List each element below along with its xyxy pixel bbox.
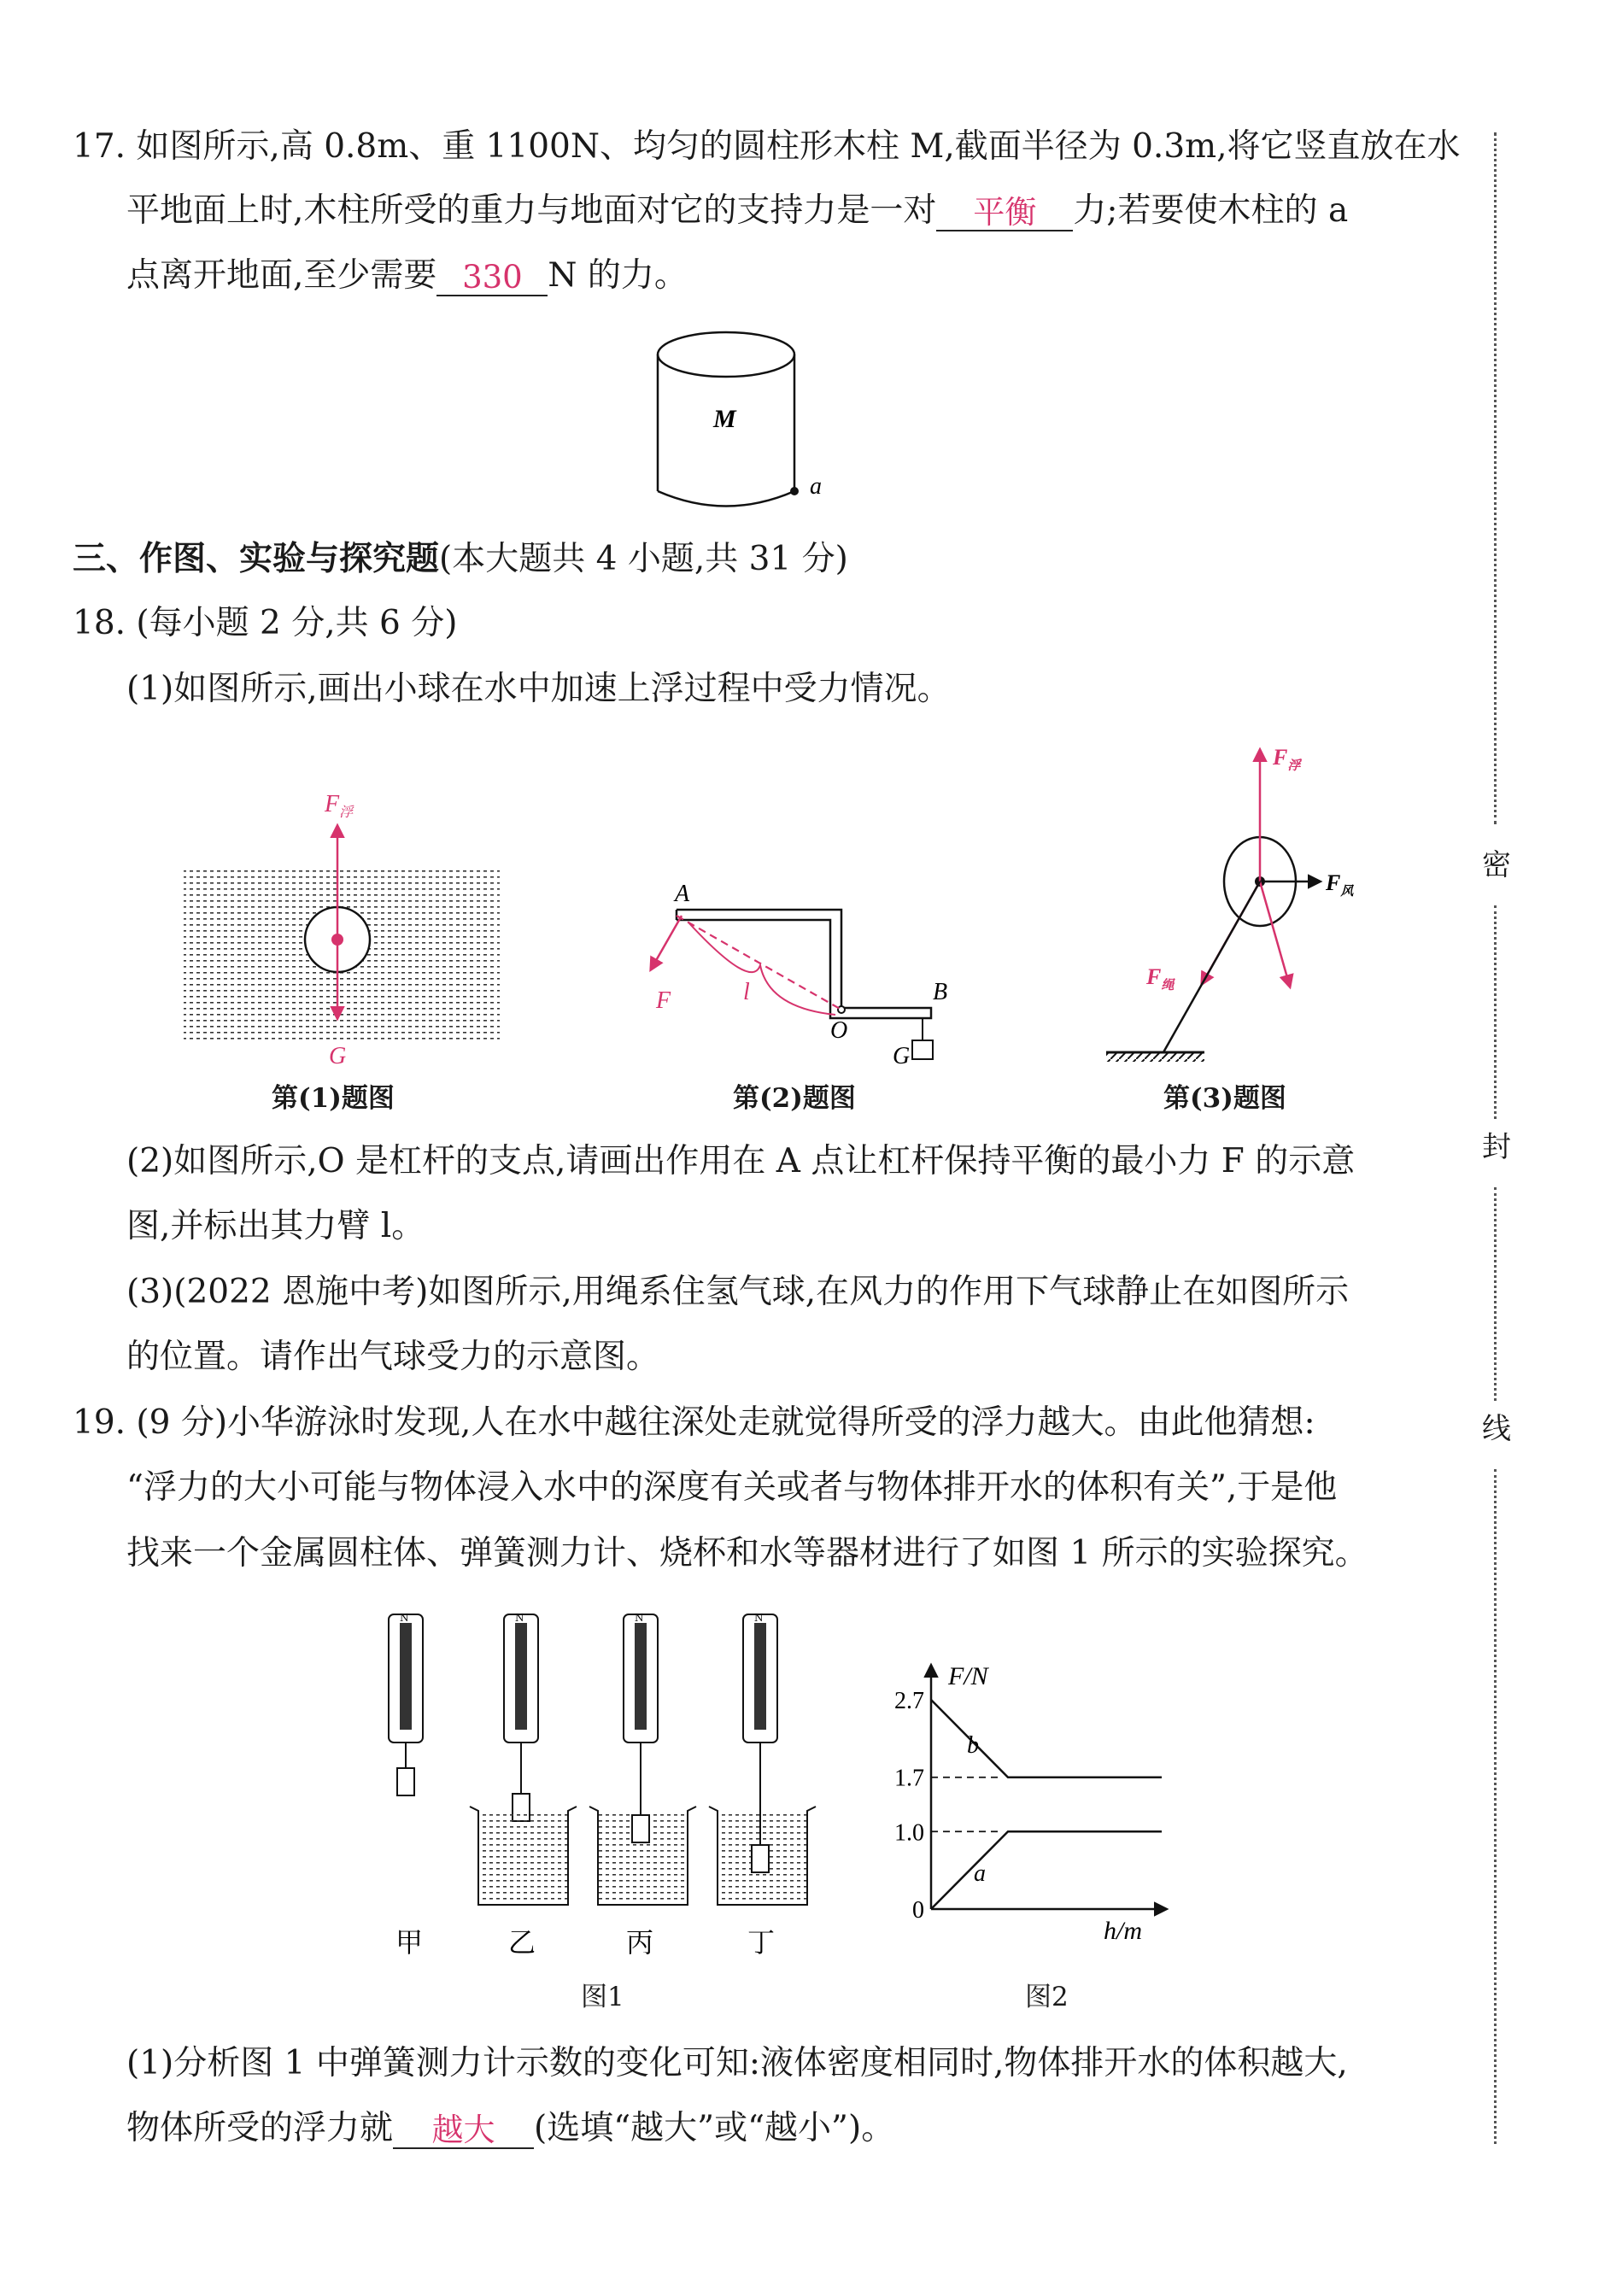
label-F-float: $F_浮$ bbox=[325, 791, 354, 820]
arm-brace bbox=[688, 922, 835, 1015]
q18-p3-line2: 的位置。请作出气球受力的示意图。 bbox=[126, 1338, 660, 1376]
seal-char-xian: 线 bbox=[1482, 1412, 1511, 1446]
q18-fig1 bbox=[175, 773, 517, 1081]
seal-dotted-line-3 bbox=[1494, 1187, 1497, 1401]
q19-fig2-chart bbox=[871, 1649, 1196, 1965]
section3-note: (本大题共 4 小题,共 31 分) bbox=[439, 540, 848, 578]
q18-p2-line2: 图,并标出其力臂 l。 bbox=[126, 1207, 425, 1245]
q19-answer: 越大 bbox=[431, 2112, 495, 2148]
scale-bing bbox=[589, 1612, 696, 1905]
label-a: a bbox=[810, 473, 822, 500]
label-M: M bbox=[713, 405, 736, 433]
q17-line3 bbox=[126, 255, 688, 296]
label-B: B bbox=[933, 979, 948, 1005]
label-ding: 丁 bbox=[747, 1926, 776, 1959]
section3-heading bbox=[73, 538, 848, 580]
q18-fig3 bbox=[1093, 735, 1401, 1076]
q17-line2 bbox=[126, 190, 1348, 231]
q18-header: 18. (每小题 2 分,共 6 分) bbox=[73, 604, 458, 642]
lever-frame bbox=[677, 910, 931, 1018]
seal-char-feng: 封 bbox=[1482, 1130, 1511, 1164]
y-tick-1.0: 1.0 bbox=[894, 1819, 924, 1847]
q17-blank1[interactable] bbox=[936, 192, 1073, 231]
q19-line3: 找来一个金属圆柱体、弹簧测力计、烧杯和水等器材进行了如图 1 所示的实验探究。 bbox=[126, 1534, 1368, 1573]
q18-p3-line1: (3)(2022 恩施中考)如图所示,用绳系住氢气球,在风力的作用下气球静止在如图所示 bbox=[126, 1273, 1350, 1311]
scale-yi bbox=[470, 1612, 577, 1905]
q17-line2-text-b: 力;若要使木柱的 a bbox=[1073, 191, 1349, 230]
cylinder-bottom bbox=[658, 491, 794, 507]
q19-fig2-caption: 图2 bbox=[1025, 1982, 1069, 2012]
q19-p1-line2 bbox=[126, 2108, 894, 2149]
weight-box bbox=[912, 1040, 933, 1059]
q18-fig3-caption: 第(3)题图 bbox=[1163, 1083, 1286, 1114]
curve-a bbox=[931, 1831, 1162, 1909]
curve-a-label: a bbox=[974, 1860, 986, 1887]
label-O: O bbox=[830, 1017, 848, 1044]
label-jia: 甲 bbox=[395, 1926, 424, 1959]
label-F-rope: $F_绳$ bbox=[1146, 964, 1175, 993]
curve-b-label: b bbox=[967, 1732, 979, 1759]
lever-arm-dashed bbox=[677, 916, 841, 1010]
q17-answer1: 平衡 bbox=[973, 194, 1037, 231]
q18-fig1-caption: 第(1)题图 bbox=[272, 1083, 395, 1114]
label-F: F bbox=[656, 987, 671, 1014]
cylinder-top bbox=[658, 332, 794, 377]
q17-line3-text-b: N 的力。 bbox=[548, 256, 688, 295]
label-G2: G bbox=[893, 1043, 911, 1069]
scale-ding bbox=[709, 1612, 816, 1905]
label-F-wind: $F_风$ bbox=[1326, 870, 1354, 899]
svg-text:N: N bbox=[515, 1612, 524, 1624]
seal-char-mi: 密 bbox=[1482, 848, 1511, 882]
label-l: l bbox=[743, 979, 750, 1005]
svg-text:N: N bbox=[635, 1612, 644, 1624]
label-yi: 乙 bbox=[508, 1926, 536, 1959]
q19-blank[interactable] bbox=[393, 2110, 534, 2149]
q17-blank2[interactable] bbox=[436, 257, 548, 296]
x-axis-label: h/m bbox=[1104, 1917, 1142, 1945]
q17-answer2: 330 bbox=[462, 259, 523, 296]
q19-fig1-caption: 图1 bbox=[581, 1982, 624, 2012]
seal-dotted-line-4 bbox=[1494, 1469, 1497, 2144]
point-a bbox=[790, 487, 799, 495]
label-G: G bbox=[329, 1043, 347, 1069]
q17-line2-text-a: 平地面上时,木柱所受的重力与地面对它的支持力是一对 bbox=[126, 191, 937, 230]
y-axis-label: F/N bbox=[948, 1662, 988, 1690]
label-bing: 丙 bbox=[626, 1926, 654, 1959]
section3-title: 三、作图、实验与探究题 bbox=[73, 539, 440, 578]
y-tick-2.7: 2.7 bbox=[894, 1688, 924, 1714]
q19-line2: “浮力的大小可能与物体浸入水中的深度有关或者与物体排开水的体积有关”,于是他 bbox=[126, 1468, 1338, 1507]
y-tick-1.7: 1.7 bbox=[894, 1765, 924, 1792]
svg-text:N: N bbox=[400, 1612, 409, 1624]
min-force-arrow bbox=[651, 916, 682, 969]
q17-line1: 17. 如图所示,高 0.8m、重 1100N、均匀的圆柱形木柱 M,截面半径为 0.3m,将它竖直放在水 bbox=[73, 127, 1461, 166]
q19-line1: 19. (9 分)小华游泳时发现,人在水中越往深处走就觉得所受的浮力越大。由此他猜想: bbox=[73, 1403, 1315, 1442]
y-tick-0: 0 bbox=[912, 1897, 924, 1924]
q17-line3-text-a: 点离开地面,至少需要 bbox=[126, 256, 437, 295]
q19-p1-text-b: (选填“越大”或“越小”)。 bbox=[534, 2109, 895, 2147]
label-A: A bbox=[675, 881, 690, 907]
q18-fig2 bbox=[632, 880, 974, 1085]
label-F-float3: $F_浮$ bbox=[1273, 745, 1301, 773]
q18-p1: (1)如图所示,画出小球在水中加速上浮过程中受力情况。 bbox=[126, 670, 951, 708]
q19-fig1 bbox=[359, 1597, 837, 1973]
q19-p1-line1: (1)分析图 1 中弹簧测力计示数的变化可知:液体密度相同时,物体排开水的体积越大, bbox=[126, 2044, 1348, 2082]
svg-text:N: N bbox=[754, 1612, 764, 1624]
q17-cylinder-figure bbox=[632, 316, 846, 521]
rope bbox=[1163, 882, 1260, 1052]
q19-p1-text-a: 物体所受的浮力就 bbox=[126, 2109, 394, 2147]
curve-b bbox=[931, 1700, 1162, 1778]
seal-dotted-line-1 bbox=[1494, 132, 1497, 824]
scale-jia bbox=[389, 1612, 423, 1795]
ground-hatch bbox=[1106, 1053, 1204, 1062]
q18-p2-line1: (2)如图所示,O 是杠杆的支点,请画出作用在 A 点让杠杆保持平衡的最小力 F 的示意 bbox=[126, 1142, 1356, 1180]
q18-fig2-caption: 第(2)题图 bbox=[733, 1083, 856, 1114]
seal-dotted-line-2 bbox=[1494, 905, 1497, 1119]
